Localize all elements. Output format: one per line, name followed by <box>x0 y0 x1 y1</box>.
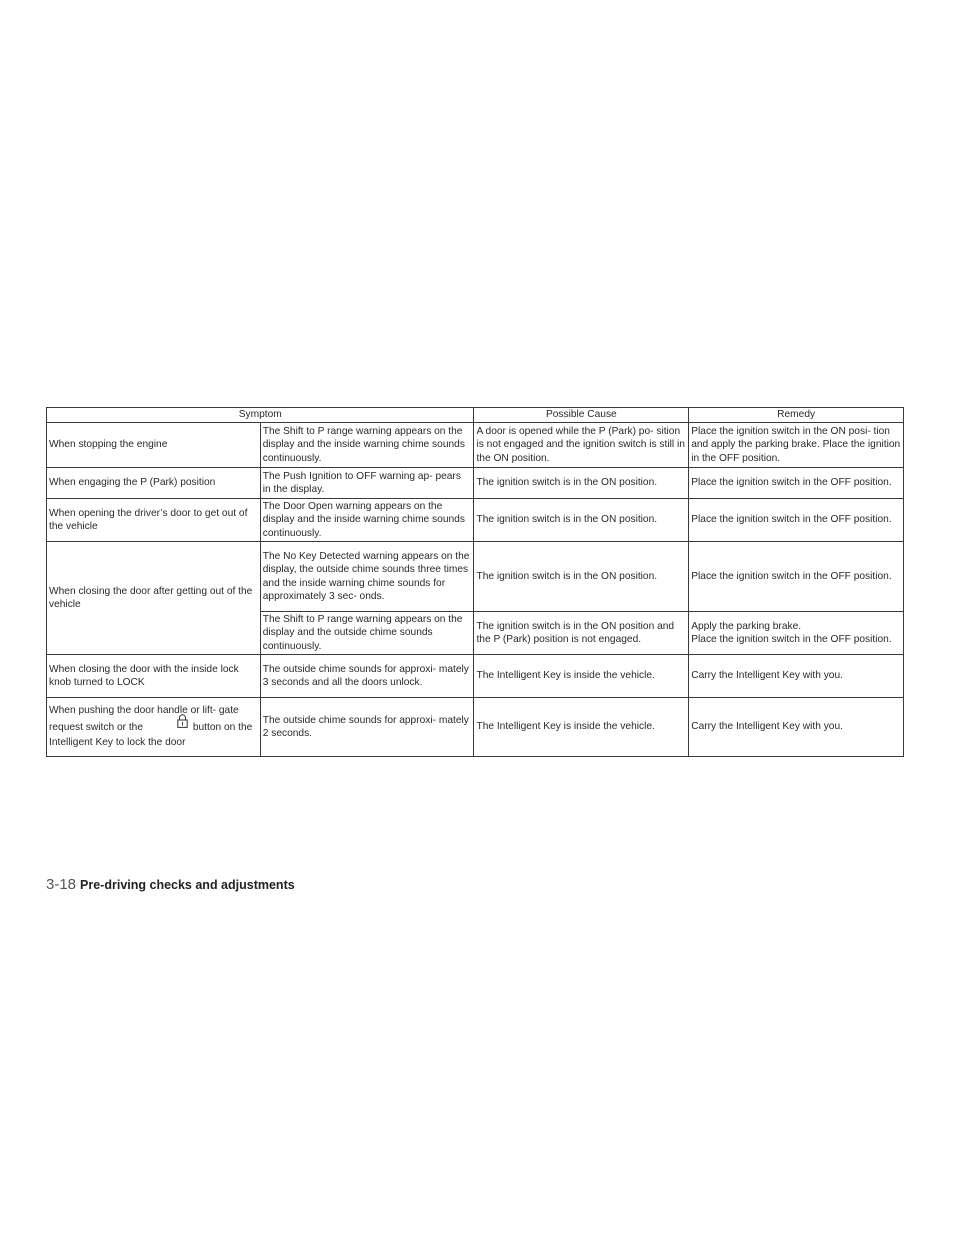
symptom-detail-cell: The No Key Detected warning appears on the display, the outside chime sounds three times and the inside warning chime sounds for approximately 3 sec- onds. <box>260 542 474 612</box>
remedy-line: Place the ignition switch in the OFF position. <box>691 634 892 645</box>
table-row <box>47 542 904 612</box>
symptom-cell <box>47 698 261 757</box>
page-footer <box>46 876 295 893</box>
remedy-cell <box>689 612 904 655</box>
cause-cell: The Intelligent Key is inside the vehicle. <box>474 698 689 757</box>
remedy-line: Apply the parking brake. <box>691 620 802 632</box>
symptom-table <box>46 407 904 757</box>
symptom-cell: When closing the door with the inside lock knob turned to LOCK <box>47 655 261 698</box>
remedy-cell: Place the ignition switch in the OFF position. <box>689 542 904 612</box>
remedy-cell: Place the ignition switch in the OFF position. <box>689 499 904 542</box>
cause-cell: The Intelligent Key is inside the vehicle. <box>474 655 689 698</box>
cause-cell: The ignition switch is in the ON position. <box>474 468 689 499</box>
symptom-detail-cell: The Push Ignition to OFF warning ap- pears in the display. <box>260 468 474 499</box>
symptom-detail-cell: The Door Open warning appears on the display and the inside warning chime sounds continuously. <box>260 499 474 542</box>
remedy-cell: Place the ignition switch in the OFF position. <box>689 468 904 499</box>
header-cause: Possible Cause <box>474 408 689 423</box>
remedy-cell: Place the ignition switch in the ON posi- tion and apply the parking brake. Place the ignition in the OFF position. <box>689 423 904 468</box>
lock-icon <box>177 714 188 732</box>
cause-cell: The ignition switch is in the ON position and the P (Park) position is not engaged. <box>474 612 689 655</box>
cause-cell: A door is opened while the P (Park) po- sition is not engaged and the ignition switch is still in the ON position. <box>474 423 689 468</box>
table-row <box>47 698 904 757</box>
table-header-row <box>47 408 904 423</box>
remedy-cell: Carry the Intelligent Key with you. <box>689 698 904 757</box>
symptom-cell: When stopping the engine <box>47 423 261 468</box>
header-symptom: Symptom <box>47 408 474 423</box>
table-row <box>47 468 904 499</box>
cause-cell: The ignition switch is in the ON position. <box>474 542 689 612</box>
remedy-cell: Carry the Intelligent Key with you. <box>689 655 904 698</box>
symptom-text: button on the Intelligent Key to lock the door <box>49 721 253 749</box>
table-row <box>47 423 904 468</box>
section-title: Pre-driving checks and adjustments <box>80 878 295 892</box>
symptom-cell: When closing the door after getting out of the vehicle <box>47 542 261 655</box>
symptom-detail-cell: The Shift to P range warning appears on the display and the outside chime sounds continuously. <box>260 612 474 655</box>
symptom-detail-cell: The outside chime sounds for approxi- mately 2 seconds. <box>260 698 474 757</box>
cause-cell: The ignition switch is in the ON position. <box>474 499 689 542</box>
symptom-text: When pushing the door handle or lift- gate request switch or the <box>49 705 239 733</box>
header-remedy: Remedy <box>689 408 904 423</box>
table-row <box>47 655 904 698</box>
symptom-cell: When opening the driver’s door to get out of the vehicle <box>47 499 261 542</box>
symptom-detail-cell: The outside chime sounds for approxi- mately 3 seconds and all the doors unlock. <box>260 655 474 698</box>
table-row <box>47 499 904 542</box>
symptom-cell: When engaging the P (Park) position <box>47 468 261 499</box>
symptom-detail-cell: The Shift to P range warning appears on the display and the inside warning chime sounds continuously. <box>260 423 474 468</box>
page-number: 3-18 <box>46 876 77 893</box>
